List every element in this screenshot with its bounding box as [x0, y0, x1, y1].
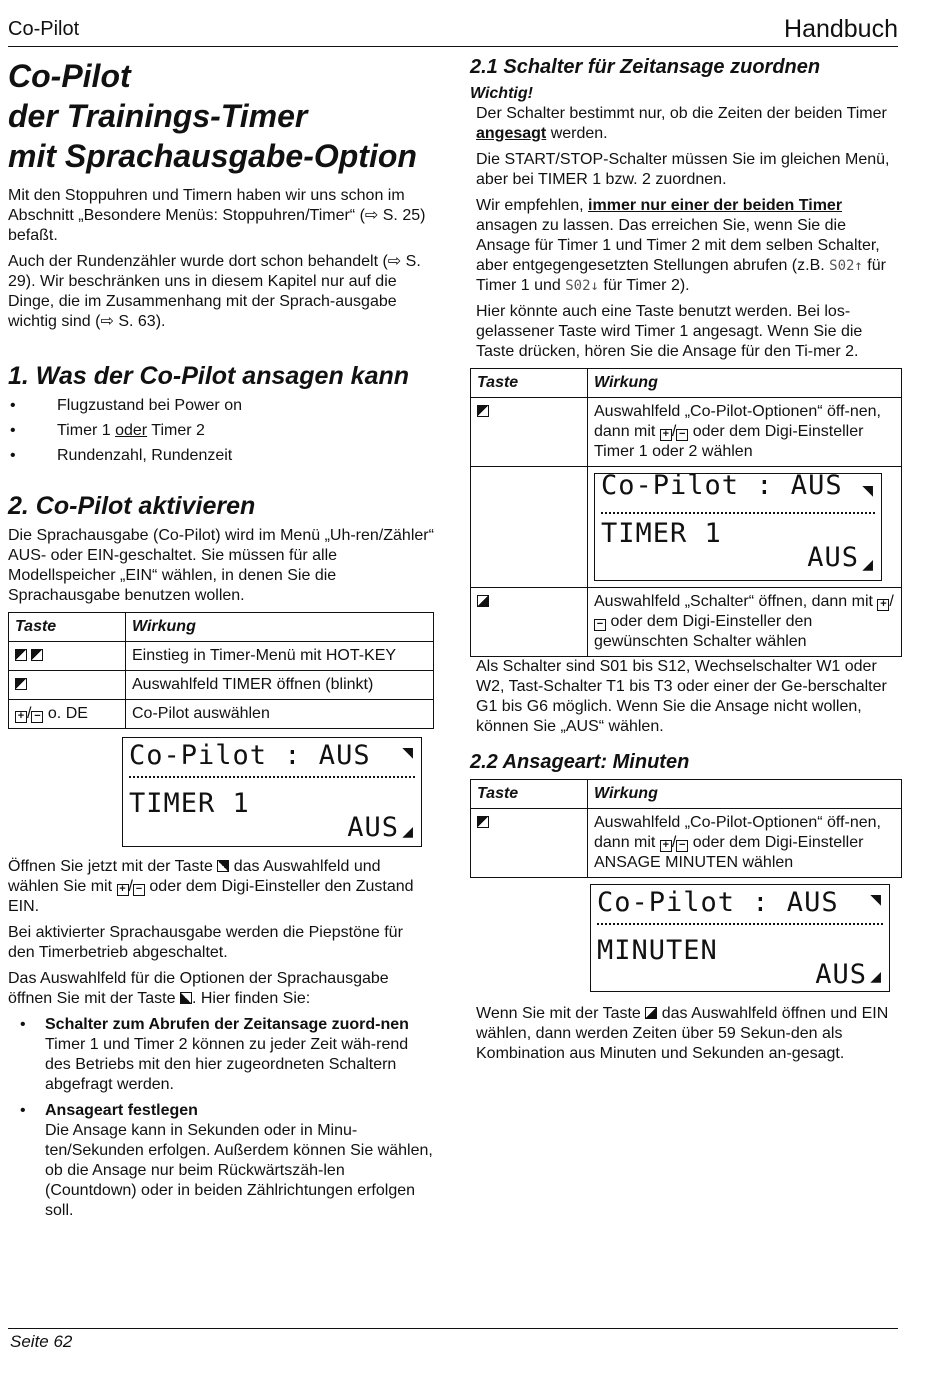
corner-icon: ◢ [862, 556, 873, 572]
activate-paragraph: Die Sprachausgabe (Co-Pilot) wird im Menü „Uh-ren/Zähler“ AUS- oder EIN-geschaltet. Sie müssen für alle Modellspeicher „EIN“ wählen, in denen Sie die Sprachausgabe benutzen wollen. [8, 527, 434, 604]
header-left: Co-Pilot [8, 18, 80, 40]
minutes-table: Taste Wirkung Auswahlfeld „Co-Pilot-Optionen“ öff-nen, dann mit + / − oder dem Digi-Einsteller ANSAGE MINUTEN wählen [470, 779, 902, 878]
left-column [8, 52, 434, 1227]
page-title: Co-Pilot der Trainings-Timer mit Sprachausgabe-Option [8, 58, 417, 174]
plus-icon: + [15, 711, 27, 723]
corner-icon: ◢ [402, 823, 413, 839]
key-tl-icon [15, 678, 27, 690]
lcd-display: Co-Pilot : AUS ◥ TIMER 1 AUS ◢ [122, 737, 422, 847]
section-heading-2-2: 2.2 Ansageart: Minuten [470, 751, 690, 773]
minus-icon: − [594, 619, 606, 631]
minus-icon: − [676, 429, 688, 441]
open-paragraph: Öffnen Sie jetzt mit der Taste das Auswahlfeld und wählen Sie mit + / − oder dem Digi-Einsteller den Zustand EIN. [8, 858, 414, 915]
key-ul-icon [31, 649, 43, 661]
page-header [8, 15, 898, 47]
key-br-icon [645, 1007, 657, 1019]
key-ul-icon [15, 649, 27, 661]
list-item: • Schalter zum Abrufen der Zeitansage zuord-nen Timer 1 und Timer 2 können zu jeder Zeit wäh-rend des Betriebs mit den hier zugeordneten Schaltern abgefragt werden. [8, 1015, 434, 1095]
lcd-display: Co-Pilot : AUS ◥ TIMER 1 AUS ◢ [594, 473, 882, 581]
corner-icon: ◢ [870, 968, 881, 984]
intro-paragraph-2: Auch der Rundenzähler wurde dort schon behandelt (⇨ S. 29). Wir beschränken uns in diesem Kapitel nur auf die Dinge, die im Zusammenhang mit der Sprach-ausgabe wichtig sind (⇨ S. 63). [8, 253, 421, 330]
list-item: • Rundenzahl, Rundenzeit [8, 446, 434, 466]
key-paragraph: Hier könnte auch eine Taste benutzt werden. Bei los-gelassener Taste wird Timer 1 angesagt. Wenn Sie die Taste drücken, hören Sie die Ansage für den Ti-mer 2. [476, 303, 863, 360]
key-br-icon [477, 595, 489, 607]
section-heading-1: 1. Was der Co-Pilot ansagen kann [8, 362, 410, 390]
options-list [8, 1015, 434, 1221]
list-item: • Flugzustand bei Power on [8, 396, 434, 416]
key-ur-icon [217, 860, 229, 872]
minus-icon: − [133, 884, 145, 896]
header-right: Handbuch [784, 15, 898, 43]
corner-icon: ◥ [870, 891, 881, 907]
plus-icon: + [660, 840, 672, 852]
plus-icon: + [660, 429, 672, 441]
recommend-paragraph: Wir empfehlen, immer nur einer der beiden Timer ansagen zu lassen. Das erreichen Sie, wenn Sie die Ansage für Timer 1 und Timer 2 mit dem selben Schalter, aber entgegengesetzten Stellungen abrufen (z.B. S02↑ für Timer 1 und S02↓ für Timer 2). [476, 197, 886, 294]
list-item: • Timer 1 oder Timer 2 [8, 421, 434, 441]
switches-paragraph: Als Schalter sind S01 bis S12, Wechselschalter W1 oder W2, Tast-Schalter T1 bis T3 oder einer der Ge-berschalter G1 bis G6 möglich. Wenn Sie die Ansage nicht wollen, können Sie „AUS“ wählen. [476, 658, 887, 735]
right-column [470, 52, 902, 1070]
corner-icon: ◥ [862, 482, 873, 498]
options-paragraph: Das Auswahlfeld für die Optionen der Sprachausgabe öffnen Sie mit der Taste . Hier finden Sie: [8, 970, 389, 1007]
section-heading-2: 2. Co-Pilot aktivieren [8, 492, 256, 520]
minus-icon: − [31, 711, 43, 723]
page-footer [8, 1328, 898, 1351]
minus-icon: − [676, 840, 688, 852]
corner-icon: ◥ [402, 744, 413, 760]
startstop-paragraph: Die START/STOP-Schalter müssen Sie im gleichen Menü, aber bei TIMER 1 bzw. 2 zuordnen. [476, 151, 890, 188]
important-label: Wichtig! [470, 85, 533, 102]
beep-paragraph: Bei aktivierter Sprachausgabe werden die Piepstöne für den Timerbetrieb abgeschaltet. [8, 924, 403, 961]
key-ul-icon [477, 405, 489, 417]
plus-icon: + [117, 884, 129, 896]
intro-paragraph-1: Mit den Stoppuhren und Timern haben wir uns schon im Abschnitt „Besondere Menüs: Stoppuhren/Timer“ (⇨ S. 25) befaßt. [8, 187, 426, 244]
announce-list [8, 396, 434, 466]
key-bl-icon [180, 992, 192, 1004]
switch-paragraph: Der Schalter bestimmt nur, ob die Zeiten der beiden Timer angesagt werden. [476, 105, 887, 142]
page-number: Seite 62 [10, 1332, 73, 1351]
key-table: Taste Wirkung Einstieg in Timer-Menü mit HOT-KEY Auswahlfeld TIMER öffnen (blinkt) + / − o. DE Co-Pilot auswählen [8, 612, 434, 729]
switch-table: Taste Wirkung Auswahlfeld „Co-Pilot-Optionen“ öff-nen, dann mit + / − oder dem Digi-Einsteller Timer 1 oder 2 wählen Co-Pilot : AUS ◥ TIMER 1 AUS ◢ Auswahlfeld „Schalter“ öffnen, dann mit + /− oder dem Digi-Einsteller den gewünschten Schalter wählen [470, 368, 902, 657]
lcd-display: Co-Pilot : AUS ◥ MINUTEN AUS ◢ [590, 884, 890, 992]
plus-icon: + [877, 599, 889, 611]
minutes-paragraph: Wenn Sie mit der Taste das Auswahlfeld öffnen und EIN wählen, dann werden Zeiten über 59 Sekun-den als Kombination aus Minuten und Sekunden an-gesagt. [476, 1005, 889, 1062]
list-item: • Ansageart festlegen Die Ansage kann in Sekunden oder in Minu-ten/Sekunden erfolgen. Außerdem können Sie wählen, ob die Ansage nur beim Rückwärtszäh-len (Countdown) oder in beiden Zählrichtungen erfolgen soll. [8, 1101, 434, 1221]
section-heading-2-1: 2.1 Schalter für Zeitansage zuordnen [470, 56, 821, 78]
key-ul-icon [477, 816, 489, 828]
